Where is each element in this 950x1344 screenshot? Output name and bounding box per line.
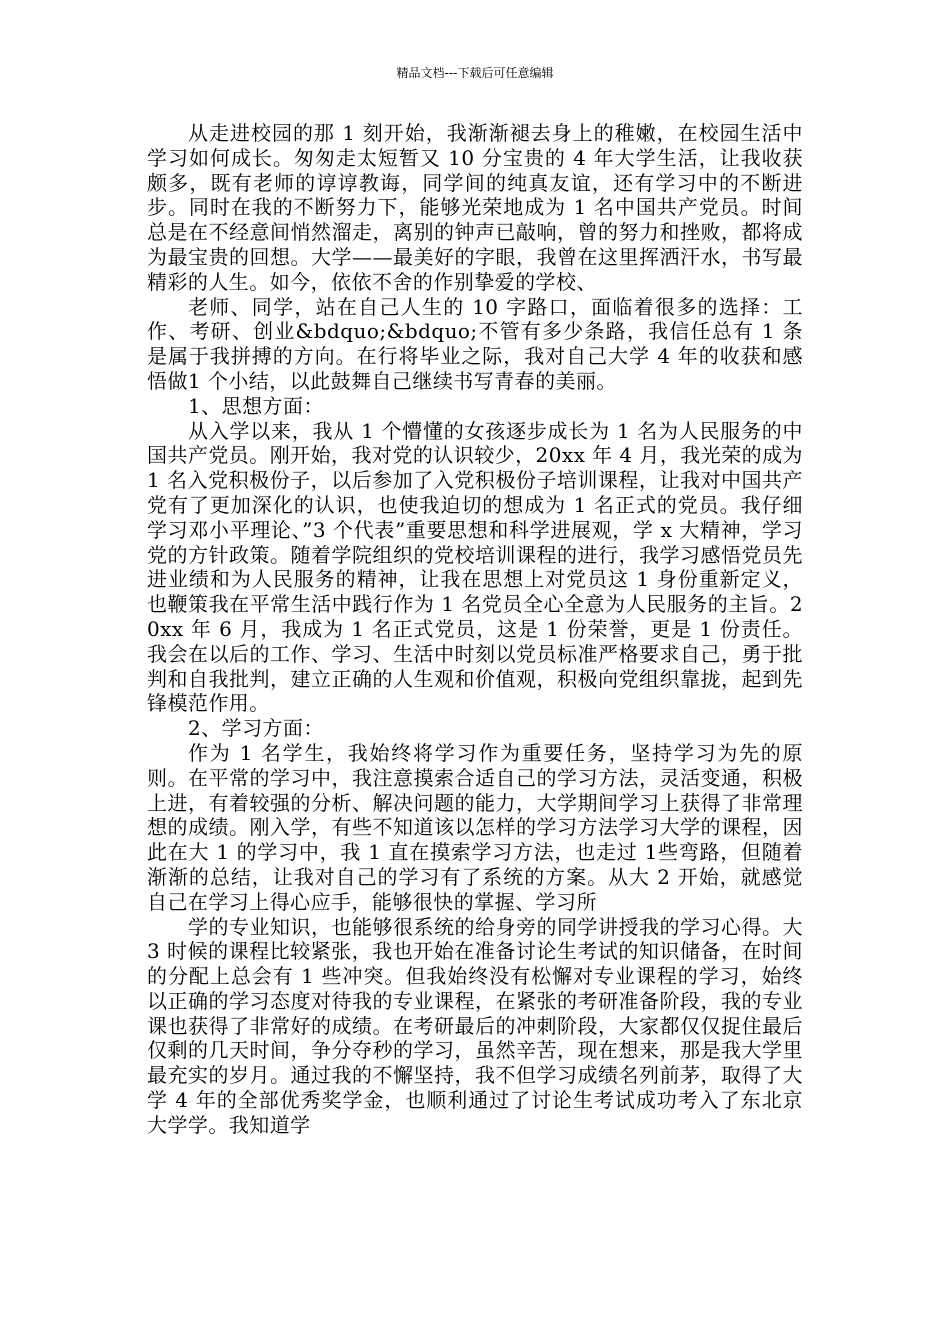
paragraph-study: 作为 1 名学生，我始终将学习作为重要任务，坚持学习为先的原则。在平常的学习中，我注意摸索合适自己的学习方法，灵活变通，积极上进，有着较强的分析、解决问题的能力，大学期间学习上获得了非常理想的成绩。刚入学，有些不知道该以怎样的学习方法学习大学的课程，因此在大 1 的学习中，我 1 直在摸索学习方法，也走过 1些弯路，但随着渐渐的总结，让我对自己的学习有了系统的方案。从大 2 开始，就感觉自己在学习上得心应手，能够很快的掌握、学习所 <box>147 740 803 914</box>
document-body <box>147 121 803 1138</box>
page-header: 精品文档---下载后可任意编辑 <box>396 66 554 80</box>
section-heading-thought: 1、思想方面： <box>188 393 324 418</box>
paragraph-thought: 从入学以来，我从 1 个懵懂的女孩逐步成长为 1 名为人民服务的中国共产党员。刚开始，我对党的认识较少，20xx 年 4 月，我光荣的成为 1 名入党积极份子，以后参加了入党积极份子培训课程，让我对中国共产党有了更加深化的认识，也使我迫切的想成为 1 名正式的党员。我仔细学习邓小平理论、”3 个代表”重要思想和科学进展观，学 x 大精神，学习党的方针政策。随着学院组织的党校培训课程的进行，我学习感悟党员先进业绩和为人民服务的精神，让我在思想上对党员这 1 身份重新定义，也鞭策我在平常生活中践行作为 1 名党员全心全意为人民服务的主旨。20xx 年 6 月，我成为 1 名正式党员，这是 1 份荣誉，更是 1 份责任。我会在以后的工作、学习、生活中时刻以党员标准严格要求自己，勇于批判和自我批判，建立正确的人生观和价值观，积极向党组织靠拢，起到先锋模范作用。 <box>147 418 804 716</box>
section-heading-study: 2、学习方面： <box>188 716 324 741</box>
paragraph-intro: 从走进校园的那 1 刻开始，我渐渐褪去身上的稚嫩，在校园生活中学习如何成长。匆匆走太短暂又 10 分宝贵的 4 年大学生活，让我收获颇多，既有老师的谆谆教诲，同学间的纯真友谊，还有学习中的不断进步。同时在我的不断努力下，能够光荣地成为 1 名中国共产党员。时间总是在不经意间悄然溜走，离别的钟声已敲响，曾的努力和挫败，都将成为最宝贵的回想。大学——最美好的字眼，我曾在这里挥洒汗水，书写最精彩的人生。如今，依依不舍的作别挚爱的学校、 <box>147 121 803 294</box>
paragraph-crossroads: 老师、同学，站在自己人生的 10 字路口，面临着很多的选择：工作、考研、创业&bdquo;&bdquo;不管有多少条路，我信任总有 1 条是属于我拼搏的方向。在行将毕业之际，我对自己大学 4 年的收获和感悟做1 个小结，以此鼓舞自己继续书写青春的美丽。 <box>147 294 803 393</box>
paragraph-study-continued: 学的专业知识，也能够很系统的给身旁的同学讲授我的学习心得。大3 时候的课程比较紧张，我也开始在准备讨论生考试的知识储备，在时间的分配上总会有 1 些冲突。但我始终没有松懈对专业课程的学习，始终以正确的学习态度对待我的专业课程，在紧张的考研准备阶段，我的专业课也获得了非常好的成绩。在考研最后的冲刺阶段，大家都仅仅捉住最后仅剩的几天时间，争分夺秒的学习，虽然辛苦，现在想来，那是我大学里最充实的岁月。通过我的不懈坚持，我不但学习成绩名列前茅，取得了大学 4 年的全部优秀奖学金，也顺利通过了讨论生考试成功考入了东北京大学学。我知道学 <box>147 914 803 1137</box>
